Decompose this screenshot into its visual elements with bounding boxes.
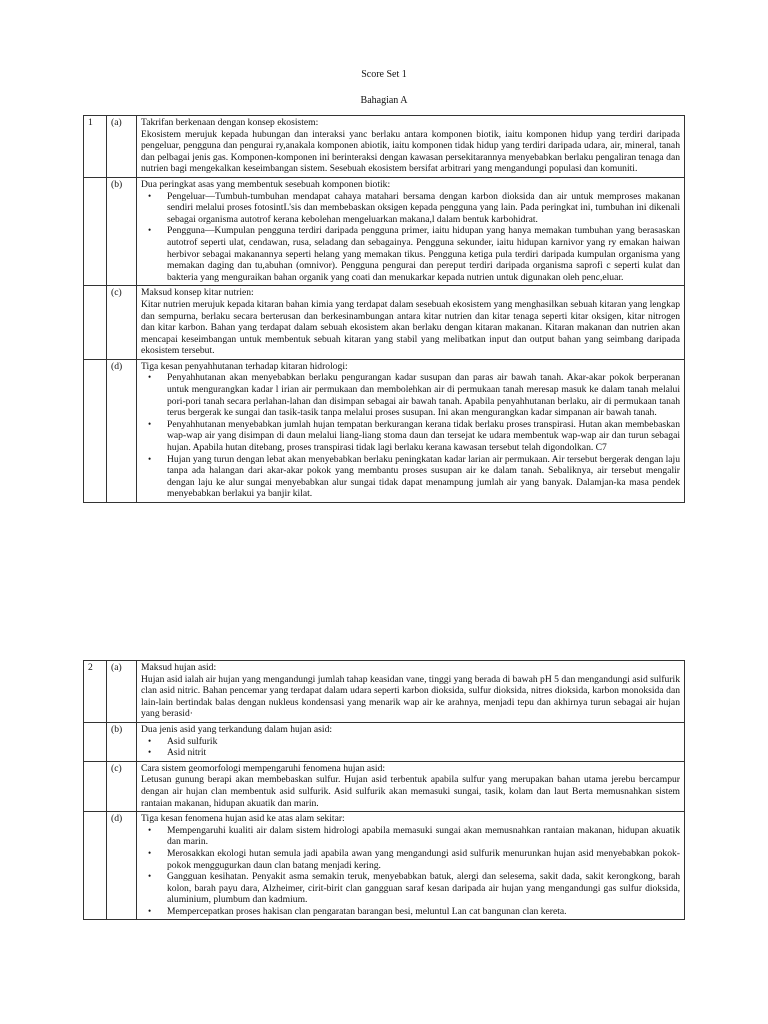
bullet-item: • Gangguan kesihatan. Penyakit asma semakin teruk, menyebabkan batuk, alergi dan selesema, sakit dada, sakit kerongkong, barah kolon, barah payu dara, Alzheimer, cirit-birit clan gangguan saraf kesan daripada air hujan yang mengandungi gas sulfur dioksida, aluminium, plumbum dan kadmium.	[167, 871, 680, 906]
answer-row	[84, 812, 685, 920]
question-number	[84, 722, 107, 761]
part-label: (d)	[107, 359, 137, 502]
answer-heading: Takrifan berkenaan dengan konsep ekosistem:	[141, 117, 319, 128]
answer-row	[84, 761, 685, 811]
question-number	[84, 286, 107, 360]
bullet-list	[141, 191, 680, 284]
answer-heading: Dua jenis asid yang terkandung dalam hujan asid:	[141, 723, 333, 735]
answer-content	[137, 116, 685, 178]
answer-row	[84, 722, 685, 761]
answer-heading: Tiga kesan fenomena hujan asid ke atas alam sekitar:	[141, 813, 345, 825]
question-number	[84, 359, 107, 502]
answer-content	[137, 359, 685, 502]
answer-paragraph: Letusan gunung berapi akan membebaskan sulfur. Hujan asid terbentuk apabila sulfur yang merupakan bahan utama jerebu bercampur dengan air hujan clan membentuk asid sulfurik. Asid sulfurik akan memasuki sungai, tasik, kolam dan laut Berta memusnahkan sistem rantaian makanan, hidupan akuatik dan marin.	[141, 774, 680, 809]
bullet-item: • Penyahhutanan menyebabkan jumlah hujan tempatan berkurangan kerana tidak berlaku proses transpirasi. Hutan akan membebaskan wap-wap air yang disimpan di daun melalui liang-liang stoma daun dan tersejat ke udara membentuk wap-wap air dan turun sebagai hujan. Apabila hutan ditebang, proses transpirasi tidak lagi berlaku kerana kawasan tersebut telah digondolkan. C7	[167, 419, 680, 454]
answer-row	[84, 661, 685, 723]
answer-row	[84, 359, 685, 502]
answer-content	[137, 722, 685, 761]
question-number: 2	[84, 661, 107, 723]
part-label: (c)	[107, 761, 137, 811]
answer-content	[137, 661, 685, 723]
bullet-list	[141, 372, 680, 500]
bullet-list	[141, 825, 680, 918]
bullet-item: • Penyahhutanan akan menyebabkan berlaku pengurangan kadar susupan dan paras air bawah tanah. Akar-akar pokok berperanan untuk mengurangkan kadar l irian air permukaan dan membolehkan air di permukaan tanah meresap masuk ke dalam tanah melalui pori-pori tanah secara perlahan-lahan dan disimpan sebagai air bawah tanah. Apabila penyahhutanan berlaku, air di permukaan tanah terus bergerak ke sungai dan tasik-tasik tanpa melalui proses susupan. Ini akan mengurangkan kadar simpanan air bawah tanah.	[167, 372, 680, 418]
answer-paragraph: Kitar nutrien merujuk kepada kitaran bahan kimia yang terdapat dalam sesebuah ekosistem yang menghasilkan sebuah kitaran yang lengkap dan sempurna, berlaku secara berterusan dan berkesinambungan antara kitar nutrien dan kitar tenaga seperti kitar oksigen, kitar nitrogen dan kitar karbon. Bahan yang terdapat dalam sebuah ekosistem akan berlaku dengan kitaran makanan. Kitaran makanan dan nutrien akan mencapai keseimbangan untuk membentuk sebuah kitaran yang stabil yang melibatkan input dan output bahan yang seimbang daripada ekosistem tersebut.	[141, 298, 680, 357]
part-label: (a)	[107, 661, 137, 723]
answer-heading: Cara sistem geomorfologi mempengaruhi fenomena hujan asid:	[141, 762, 386, 774]
answer-content	[137, 177, 685, 285]
question-2-table	[83, 660, 685, 920]
bullet-item: • Mempercepatkan proses hakisan clan pengaratan barangan besi, meluntul Lan cat bangunan clan kereta.	[167, 906, 680, 918]
bullet-item: • Asid nitrit	[167, 747, 680, 759]
answer-heading: Dua peringkat asas yang membentuk sesebuah komponen biotik:	[141, 178, 391, 190]
answer-content	[137, 812, 685, 920]
answer-row	[84, 116, 685, 178]
bullet-item: • Mempengaruhi kualiti air dalam sistem hidrologi apabila memasuki sungai akan memusnahkan rantaian makanan, hidupan akuatik dan marin.	[167, 825, 680, 848]
bullet-item: • Merosakkan ekologi hutan semula jadi apabila awan yang mengandungi asid sulfurik menurunkan hujan asid menyebabkan pokok-pokok menggugurkan daun clan batang menjadi kering.	[167, 848, 680, 871]
question-number: 1	[84, 116, 107, 178]
answer-paragraph: Ekosistem merujuk kepada hubungan dan interaksi yanc berlaku antara komponen biotik, iaitu komponen hidup yang terdiri daripada pengeluar, pengguna dan pengurai ry,anakala komponen abiotik, iaitu komponen tidak hidup yang terdiri daripada udara, air, mineral, tanah dan pelbagai jenis gas. Komponen-komponen ini berinteraksi dengan kawasan persekitarannya menyebabkan berlaku pengaliran tenaga dan nutrien bagi mengekalkan keseimbangan sistem. Sesebuah ekosistem bersifat arbitrari yang mengandungi populasi dan komuniti.	[141, 128, 680, 175]
bullet-list	[141, 736, 680, 759]
bullet-item: • Asid sulfurik	[167, 736, 680, 748]
bullet-item: • Pengeluar—Tumbuh-tumbuhan mendapat cahaya matahari bersama dengan karbon dioksida dan air untuk memproses makanan sendiri melalui proses fotosintL'sis dan membebaskan oksigen kepada pengguna yang lain. Pada peringkat ini, tumbuhan ini dikenali sebagai organisma autotrof kerana kebolehan mengeluarkan makana,l dalam bentuk karbohidrat.	[167, 191, 680, 226]
document-title: Score Set 1	[361, 69, 407, 80]
question-number	[84, 812, 107, 920]
answer-content	[137, 286, 685, 360]
answer-content	[137, 761, 685, 811]
answer-heading: Maksud konsep kitar nutrien:	[141, 287, 254, 299]
part-label: (b)	[107, 722, 137, 761]
answer-paragraph: Hujan asid ialah air hujan yang mengandungi jumlah tahap keasidan vane, tinggi yang berada di bawah pH 5 dan mengandungi asid sulfurik clan asid nitric. Bahan pencemar yang terdapat dalam udara seperti karbon dioksida, sulfur dioksida, nitres dioksida, karbon monoksida dan lain-lain bertindak balas dengan nukleus kondensasi yang menarik wap air ke arahnya, menjadi tepu dan akhirnya turun sebagai air hujan yang berasid·	[141, 673, 680, 720]
section-title: Bahagian A	[360, 95, 408, 106]
part-label: (a)	[107, 116, 137, 178]
question-1-table	[83, 115, 685, 503]
answer-row	[84, 286, 685, 360]
part-label: (b)	[107, 177, 137, 285]
answer-heading: Maksud hujan asid:	[141, 662, 217, 673]
answer-row	[84, 177, 685, 285]
bullet-item: • Pengguna—Kumpulan pengguna terdiri daripada pengguna primer, iaitu hidupan yang hanya memakan tumbuhan yang berasaskan autotrof seperti ulat, cendawan, rusa, seladang dan sebagainya. Pengguna sekunder, iaitu hidupan karnivor yang ry emakan haiwan herbivor sebagai makanannya seperti helang yang memakan tikus. Pengguna ketiga pula terdiri daripada kumpulan organisma yang memakan daging dan tu,abuhan (omnivor). Pengguna pengurai dan pereput terdiri daripada organisma saprofi c seperti kulat dan bakteria yang menguraikan bahan organik yang coati dan menukarkar kepada nutrien untuk digunakan oleh penc,eluar.	[167, 225, 680, 283]
part-label: (c)	[107, 286, 137, 360]
question-number	[84, 177, 107, 285]
bullet-item: • Hujan yang turun dengan lebat akan menyebabkan berlaku peningkatan kadar larian air permukaan. Air tersebut bergerak dengan laju tanpa ada halangan dari akar-akar pokok yang membantu proses susupan air ke dalam tanah. Sebaliknya, air tersebut mengalir dengan laju ke alur sungai menyebabkan alur sungai tidak dapat menampung jumlah air yang banyak. Dalamjan-ka masa pendek menyebabkan berlakui ya banjir kilat.	[167, 454, 680, 500]
question-number	[84, 761, 107, 811]
part-label: (d)	[107, 812, 137, 920]
answer-heading: Tiga kesan penyahhutanan terhadap kitaran hidrologi:	[141, 360, 348, 372]
